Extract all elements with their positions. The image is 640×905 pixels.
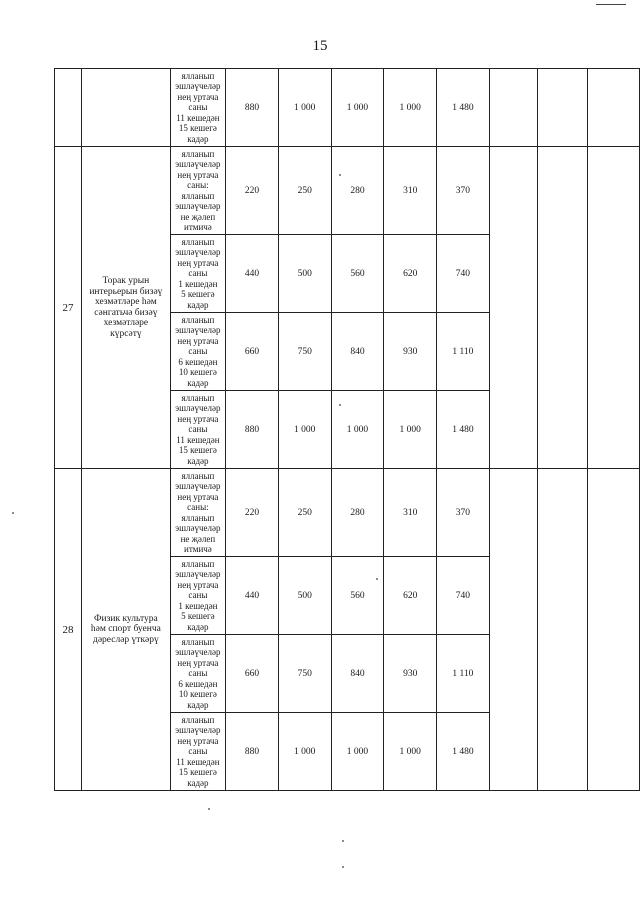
tariff-value: 500 [278, 235, 331, 313]
tariff-value: 560 [331, 557, 384, 635]
tariff-value: 840 [331, 313, 384, 391]
empty-cell [587, 69, 639, 147]
tariff-value: 440 [226, 557, 279, 635]
service-name: Торак урын интерьерын бизәү хезмәтләре һәм сәнгатьчә бизәү хезмәтләре күрсәтү [82, 147, 171, 469]
tariff-value: 880 [226, 391, 279, 469]
scan-speck [339, 174, 341, 176]
tariff-value: 500 [278, 557, 331, 635]
tariff-value: 250 [278, 147, 331, 235]
tariff-value: 280 [331, 147, 384, 235]
tariff-value: 1 000 [278, 713, 331, 791]
tariff-value: 620 [384, 557, 437, 635]
tariff-value: 220 [226, 147, 279, 235]
table-row [55, 147, 640, 235]
tariff-value: 1 000 [331, 391, 384, 469]
empty-cell [489, 147, 537, 469]
tariff-value: 750 [278, 635, 331, 713]
tariff-value: 1 000 [384, 69, 437, 147]
tariff-value: 1 110 [437, 635, 490, 713]
scan-speck [342, 840, 344, 842]
tariff-value: 840 [331, 635, 384, 713]
row-number: 28 [55, 469, 82, 791]
tariff-value: 660 [226, 635, 279, 713]
empty-cell [537, 69, 587, 147]
tariff-value: 880 [226, 713, 279, 791]
tariff-value: 750 [278, 313, 331, 391]
service-name: Физик культура һәм спорт буенча дәресләр үткәрү [82, 469, 171, 791]
row-number [55, 69, 82, 147]
tariff-value: 880 [226, 69, 279, 147]
tariff-value: 370 [437, 147, 490, 235]
table-row [55, 469, 640, 557]
scan-mark [596, 4, 626, 5]
employee-bracket: ялланып эшләүчеләр нең уртача саны 6 кешедән 10 кешегә кадәр [170, 635, 225, 713]
tariff-value: 620 [384, 235, 437, 313]
scan-speck [208, 808, 210, 810]
employee-bracket: ялланып эшләүчеләр нең уртача саны: ялланып эшләүчеләр не җәлеп итмичә [170, 147, 225, 235]
tariff-value: 1 000 [384, 391, 437, 469]
tariff-value: 310 [384, 469, 437, 557]
tariff-value: 930 [384, 313, 437, 391]
employee-bracket: ялланып эшләүчеләр нең уртача саны 6 кешедән 10 кешегә кадәр [170, 313, 225, 391]
empty-cell [537, 147, 587, 469]
tariff-value: 1 000 [331, 69, 384, 147]
tariff-value: 560 [331, 235, 384, 313]
scan-speck [342, 866, 344, 868]
employee-bracket: ялланып эшләүчеләр нең уртача саны 11 кешедән 15 кешегә кадәр [170, 713, 225, 791]
empty-cell [537, 469, 587, 791]
tariff-value: 440 [226, 235, 279, 313]
empty-cell [587, 147, 639, 469]
tariff-value: 280 [331, 469, 384, 557]
page-number: 15 [312, 38, 328, 54]
table-row [55, 69, 640, 147]
row-number: 27 [55, 147, 82, 469]
tariff-table [54, 68, 640, 791]
empty-cell [489, 469, 537, 791]
service-name [82, 69, 171, 147]
empty-cell [587, 469, 639, 791]
employee-bracket: ялланып эшләүчеләр нең уртача саны 11 кешедән 15 кешегә кадәр [170, 391, 225, 469]
employee-bracket: ялланып эшләүчеләр нең уртача саны 11 кешедән 15 кешегә кадәр [170, 69, 225, 147]
tariff-value: 220 [226, 469, 279, 557]
tariff-value: 1 480 [437, 69, 490, 147]
scan-speck [12, 512, 14, 514]
tariff-value: 310 [384, 147, 437, 235]
tariff-value: 370 [437, 469, 490, 557]
tariff-value: 250 [278, 469, 331, 557]
tariff-value: 1 000 [278, 391, 331, 469]
scan-speck [376, 578, 378, 580]
tariff-value: 1 000 [331, 713, 384, 791]
empty-cell [489, 69, 537, 147]
tariff-value: 1 000 [278, 69, 331, 147]
tariff-value: 660 [226, 313, 279, 391]
tariff-value: 740 [437, 235, 490, 313]
employee-bracket: ялланып эшләүчеләр нең уртача саны 1 кешедән 5 кешегә кадәр [170, 557, 225, 635]
tariff-value: 1 000 [384, 713, 437, 791]
tariff-value: 740 [437, 557, 490, 635]
tariff-value: 1 110 [437, 313, 490, 391]
tariff-value: 1 480 [437, 713, 490, 791]
tariff-value: 930 [384, 635, 437, 713]
employee-bracket: ялланып эшләүчеләр нең уртача саны: ялланып эшләүчеләр не җәлеп итмичә [170, 469, 225, 557]
employee-bracket: ялланып эшләүчеләр нең уртача саны 1 кешедән 5 кешегә кадәр [170, 235, 225, 313]
scan-speck [339, 404, 341, 406]
tariff-value: 1 480 [437, 391, 490, 469]
